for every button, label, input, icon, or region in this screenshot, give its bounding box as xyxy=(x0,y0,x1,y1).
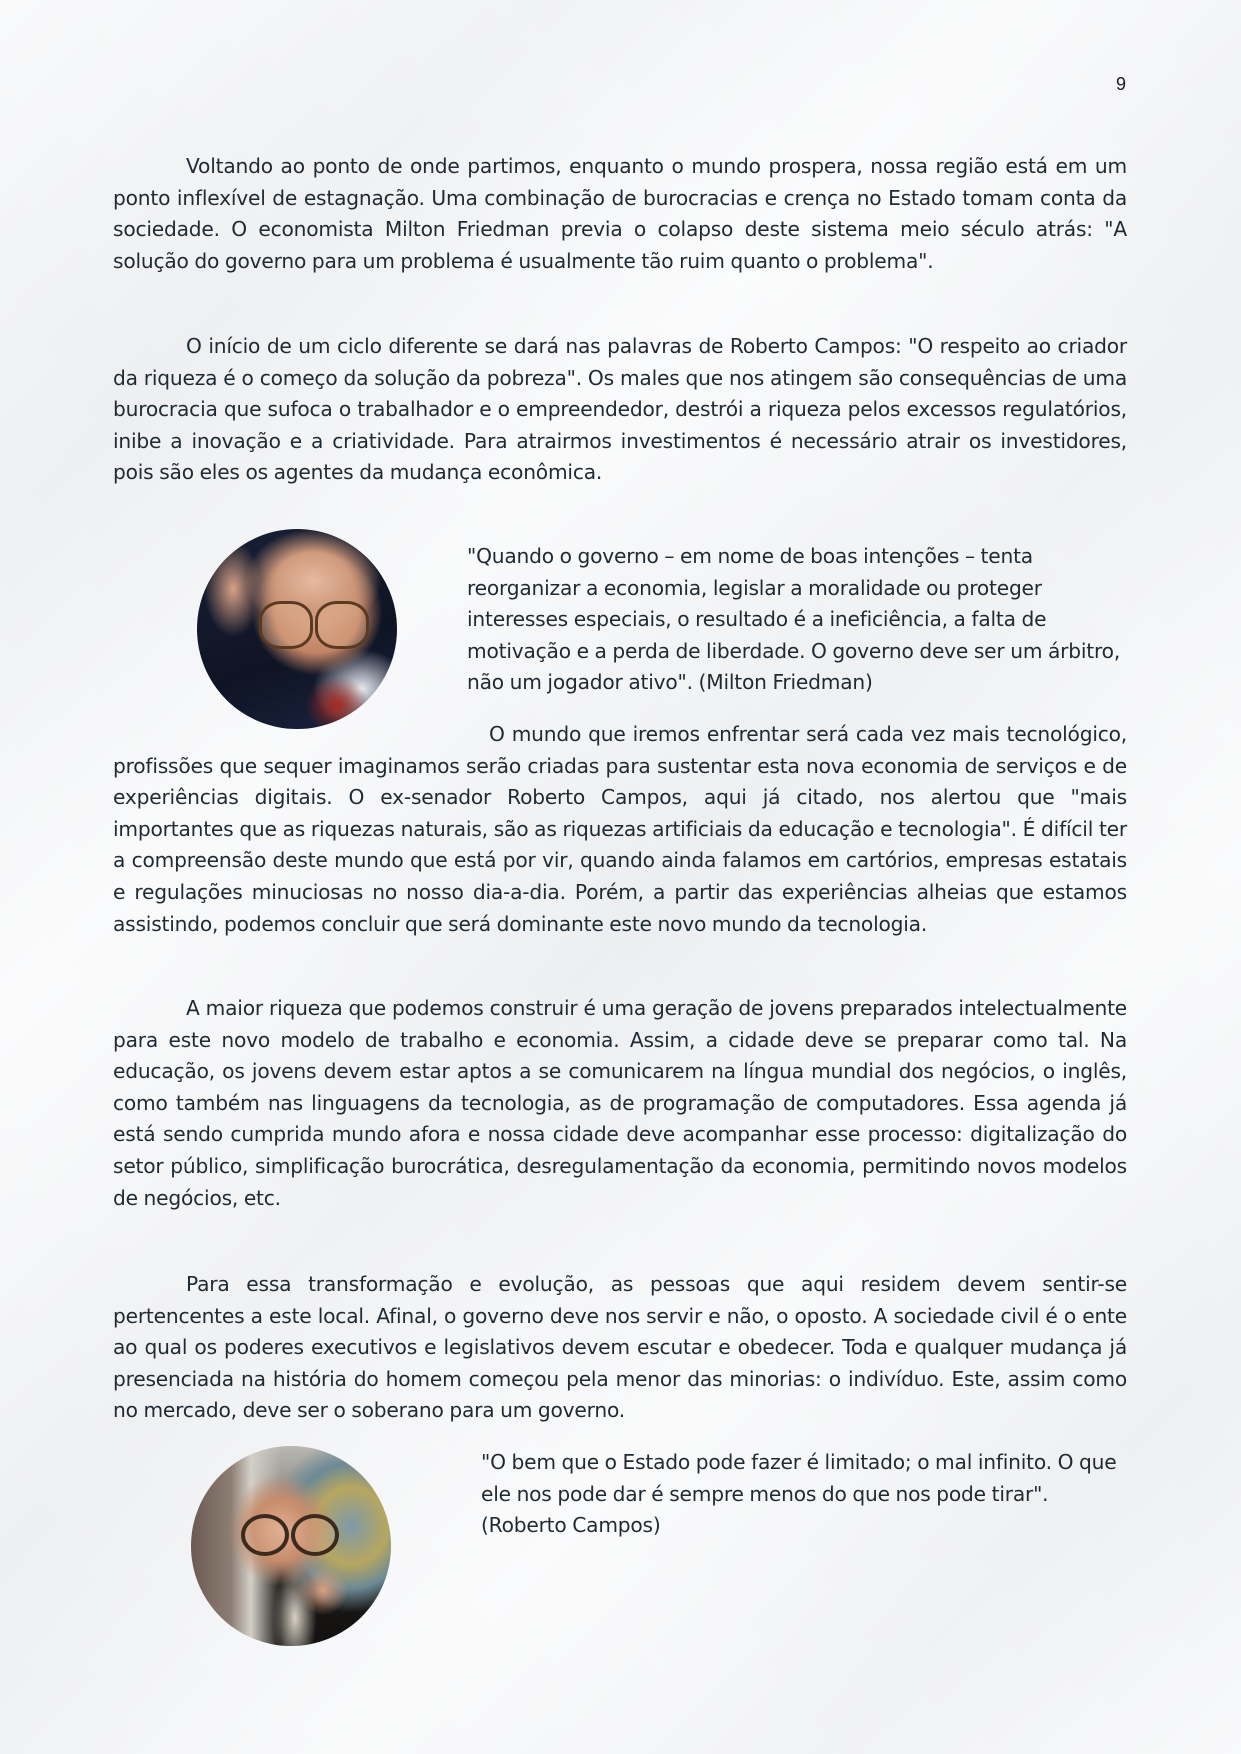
glasses-lens-icon xyxy=(315,601,369,649)
paragraph-civil-society: Para essa transformação e evolução, as pessoas que aqui residem devem sentir-se pertencentes a este local. Afinal, o governo deve nos servir e não, o oposto. A sociedade civil é o ente ao qual os poderes executivos e legislativos devem escutar e obedecer. Toda e qualquer mudança já presenciada na história do homem começou pela menor das minorias: o indivíduo. Este, assim como no mercado, deve ser o soberano para um governo. xyxy=(113,1272,1127,1423)
paragraph-intro: Voltando ao ponto de onde partimos, enquanto o mundo prospera, nossa região está em um ponto inflexível de estagnação. Uma combinação de burocracias e crença no Estado tomam conta da sociedade. O economista Milton Friedman previa o colapso deste sistema meio século atrás: "A solução do governo para um problema é usualmente tão ruim quanto o problema". xyxy=(113,154,1127,273)
glasses-lens-icon xyxy=(291,1514,339,1556)
paragraph-technology-world: O mundo que iremos enfrentar será cada vez mais tecnológico, profissões que sequer imaginamos serão criadas para sustentar esta nova economia de serviços e de experiências digitais. O ex-senador Roberto Campos, aqui já citado, nos alertou que "mais importantes que as riquezas naturais, são as riquezas artificiais da educação e tecnologia". É difícil ter a compreensão deste mundo que está por vir, quando ainda falamos em cartórios, empresas estatais e regulações minuciosas no nosso dia-a-dia. Porém, a partir das experiências alheias que estamos assistindo, podemos concluir que será dominante este novo mundo da tecnologia. xyxy=(113,722,1127,936)
milton-friedman-portrait xyxy=(197,529,397,729)
quote-roberto-campos: "O bem que o Estado pode fazer é limitado; o mal infinito. O que ele nos pode dar é sempre menos do que nos pode tirar". (Roberto Campos) xyxy=(481,1450,1117,1538)
paragraph-new-cycle: O início de um ciclo diferente se dará nas palavras de Roberto Campos: "O respeito ao criador da riqueza é o começo da solução da pobreza". Os males que nos atingem são consequências de uma burocracia que sufoca o trabalhador e o empreendedor, destrói a riqueza pelos excessos regulatórios, inibe a inovação e a criatividade. Para atrairmos investimentos é necessário atrair os investidores, pois são eles os agentes da mudança econômica. xyxy=(113,334,1127,485)
quote-milton-friedman: "Quando o governo – em nome de boas intenções – tenta reorganizar a economia, legislar a moralidade ou proteger interesses especiais, o resultado é a ineficiência, a falta de motivação e a perda de liberdade. O governo deve ser um árbitro, não um jogador ativo". (Milton Friedman) xyxy=(467,544,1121,695)
roberto-campos-portrait xyxy=(191,1446,391,1646)
glasses-lens-icon xyxy=(241,1514,289,1556)
paragraph-youth-education: A maior riqueza que podemos construir é uma geração de jovens preparados intelectualmente para este novo modelo de trabalho e economia. Assim, a cidade deve se preparar como tal. Na educação, os jovens devem estar aptos a se comunicarem na língua mundial dos negócios, o inglês, como também nas linguagens da tecnologia, as de programação de computadores. Essa agenda já está sendo cumprida mundo afora e nossa cidade deve acompanhar esse processo: digitalização do setor público, simplificação burocrática, desregulamentação da economia, permitindo novos modelos de negócios, etc. xyxy=(113,996,1127,1210)
page-number: 9 xyxy=(1116,74,1127,94)
glasses-lens-icon xyxy=(259,601,313,649)
